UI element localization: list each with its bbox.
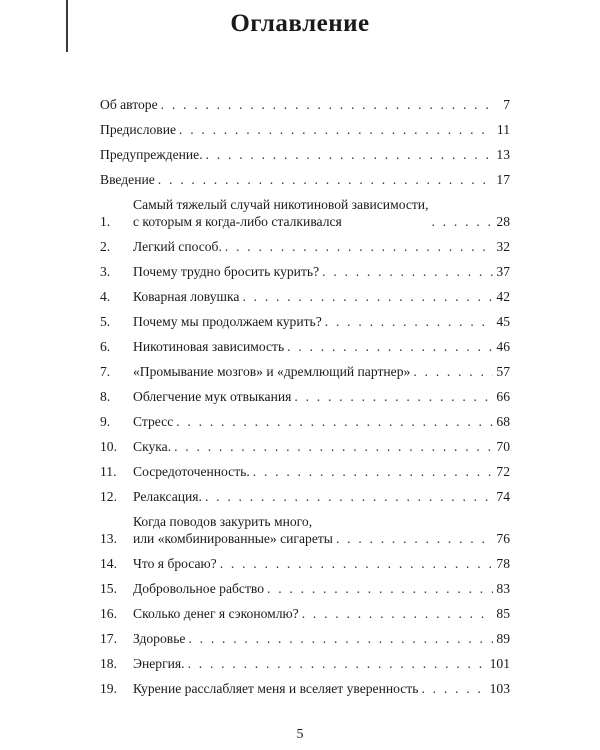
- toc-entry-label-wrap: [133, 513, 333, 547]
- chapter-number: 6.: [100, 339, 111, 354]
- chapter-title-line: с которым я когда-либо сталкивался: [133, 214, 342, 229]
- dot-leader: [188, 655, 487, 672]
- dot-leader: [322, 263, 493, 280]
- chapter-title-line: Здоровье: [133, 631, 186, 646]
- dot-leader: [421, 680, 486, 697]
- toc-entry-page: 46: [496, 339, 510, 354]
- toc-entry-page: 42: [496, 289, 510, 304]
- toc-entry-label: Предисловие: [100, 122, 177, 137]
- toc-entry-label-wrap: [133, 655, 185, 672]
- chapter-number: 7.: [100, 364, 111, 379]
- chapter-title-line: Курение расслабляет меня и вселяет уверенность: [133, 681, 419, 696]
- toc-chapter-entry: [100, 438, 510, 455]
- chapter-title-line: или «комбинированные» сигареты: [133, 531, 333, 546]
- toc-entry-body: [133, 313, 510, 330]
- dot-leader: [267, 580, 493, 597]
- toc-entry-page: 37: [496, 264, 510, 279]
- dot-leader: [225, 238, 493, 255]
- toc-entry-body: [100, 146, 510, 163]
- toc-entry-page: 45: [496, 314, 510, 329]
- toc-entry-body: [100, 96, 510, 113]
- toc-entry-label: Введение: [100, 172, 155, 187]
- toc-entry-page: 78: [496, 556, 510, 571]
- chapter-title-line: Коварная ловушка: [133, 289, 240, 304]
- dot-leader: [413, 363, 493, 380]
- toc-entry-label-wrap: [133, 438, 171, 455]
- toc-entry-body: [133, 263, 510, 280]
- toc-entry-body: [133, 413, 510, 430]
- toc-chapter-entry: [100, 463, 510, 480]
- toc-entry-label-wrap: [133, 238, 222, 255]
- toc-entry: [100, 146, 510, 163]
- chapter-number: 13.: [100, 531, 117, 546]
- chapter-number: 4.: [100, 289, 111, 304]
- dot-leader: [336, 530, 493, 547]
- toc-chapter-entry: [100, 363, 510, 380]
- dot-leader: [205, 488, 493, 505]
- chapter-number: 14.: [100, 556, 117, 571]
- chapter-title-line: Скука.: [133, 439, 172, 454]
- toc-entry-page: 74: [496, 489, 510, 504]
- chapter-title-line: Сосредоточенность.: [133, 464, 250, 479]
- chapter-title-line: Никотиновая зависимость: [133, 339, 285, 354]
- toc-entry-label-wrap: [133, 413, 173, 430]
- toc-entry-page: 7: [503, 97, 510, 112]
- toc-entry-label-wrap: [100, 146, 203, 163]
- toc-entry: [100, 96, 510, 113]
- toc-entry-page: 32: [496, 239, 510, 254]
- toc-entry-page: 28: [496, 214, 510, 229]
- toc-chapter-entry: [100, 413, 510, 430]
- toc-entry-body: [100, 171, 510, 188]
- toc-entry-page: 76: [496, 531, 510, 546]
- chapter-title-line: Добровольное рабство: [133, 581, 265, 596]
- toc-entry-body: [133, 196, 510, 230]
- dot-leader: [174, 438, 493, 455]
- dot-leader: [253, 463, 493, 480]
- toc-entry-page: 57: [496, 364, 510, 379]
- toc-chapter-entry: [100, 288, 510, 305]
- toc-chapter-entry: [100, 605, 510, 622]
- chapter-number: 11.: [100, 464, 117, 479]
- chapter-title-line: Энергия.: [133, 656, 185, 671]
- toc-chapter-entry: [100, 263, 510, 280]
- dot-leader: [325, 313, 493, 330]
- toc-entry-body: [133, 488, 510, 505]
- toc-entry-body: [133, 655, 510, 672]
- toc-entry-body: [133, 438, 510, 455]
- dot-leader: [294, 388, 493, 405]
- toc-chapter-entry: [100, 238, 510, 255]
- toc-entry-page: 68: [496, 414, 510, 429]
- chapter-title-line: Почему мы продолжаем курить?: [133, 314, 322, 329]
- toc-chapter-entry: [100, 338, 510, 355]
- toc-chapter-entry: [100, 196, 510, 230]
- toc-entry: [100, 121, 510, 138]
- chapter-number: 16.: [100, 606, 117, 621]
- toc-entry-body: [133, 363, 510, 380]
- toc-entry-body: [133, 580, 510, 597]
- chapter-number: 17.: [100, 631, 117, 646]
- toc-entry-label: Предупреждение.: [100, 147, 203, 162]
- toc-entry-body: [133, 630, 510, 647]
- toc-entry-page: 101: [489, 656, 510, 671]
- toc-entry-body: [133, 388, 510, 405]
- toc-entry-label-wrap: [133, 555, 217, 572]
- chapter-number: 12.: [100, 489, 117, 504]
- toc-entry-body: [133, 288, 510, 305]
- chapter-number: 5.: [100, 314, 111, 329]
- dot-leader: [188, 630, 493, 647]
- chapter-number: 18.: [100, 656, 117, 671]
- toc-entry-label-wrap: [133, 680, 418, 697]
- toc-entry: [100, 171, 510, 188]
- toc-entry-page: 85: [496, 606, 510, 621]
- toc-chapter-entry: [100, 655, 510, 672]
- toc-entry-body: [133, 463, 510, 480]
- toc-entry-page: 89: [496, 631, 510, 646]
- toc-chapter-entry: [100, 488, 510, 505]
- chapter-number: 15.: [100, 581, 117, 596]
- toc-chapter-entry: [100, 313, 510, 330]
- chapter-title-line: Облегчение мук отвыкания: [133, 389, 292, 404]
- chapter-title-line: Легкий способ.: [133, 239, 222, 254]
- toc-entry-label-wrap: [100, 96, 158, 113]
- dot-leader: [158, 171, 493, 188]
- dot-leader: [206, 146, 493, 163]
- page-number: 5: [296, 727, 304, 742]
- toc-entry-page: 72: [496, 464, 510, 479]
- dot-leader: [431, 213, 493, 230]
- dot-leader: [220, 555, 493, 572]
- page-title: Оглавление: [230, 10, 370, 37]
- chapter-title-line: Сколько денег я сэкономлю?: [133, 606, 299, 621]
- toc-entry-body: [133, 238, 510, 255]
- chapter-number: 8.: [100, 389, 111, 404]
- chapter-title-line: Когда поводов закурить много,: [133, 514, 313, 529]
- dot-leader: [179, 121, 493, 138]
- toc-entry-body: [133, 338, 510, 355]
- toc-entry-label-wrap: [133, 196, 428, 230]
- toc-chapter-entry: [100, 580, 510, 597]
- toc-entry-page: 17: [496, 172, 510, 187]
- toc-chapter-entry: [100, 680, 510, 697]
- toc-entry-label-wrap: [133, 605, 299, 622]
- chapter-number: 2.: [100, 239, 111, 254]
- chapter-number: 3.: [100, 264, 111, 279]
- toc-entry-page: 83: [496, 581, 510, 596]
- toc-entry-label-wrap: [133, 288, 239, 305]
- toc-entry-body: [133, 513, 510, 547]
- toc-chapter-entry: [100, 630, 510, 647]
- table-of-contents: [100, 96, 510, 705]
- toc-chapter-entry: [100, 388, 510, 405]
- chapter-title-line: Почему трудно бросить курить?: [133, 264, 320, 279]
- dot-leader: [302, 605, 493, 622]
- dot-leader: [176, 413, 493, 430]
- toc-entry-body: [100, 121, 510, 138]
- front-matter-list: [100, 96, 510, 188]
- chapter-title-line: Стресс: [133, 414, 174, 429]
- toc-entry-label-wrap: [133, 338, 284, 355]
- dot-leader: [287, 338, 493, 355]
- toc-entry-label: Об авторе: [100, 97, 158, 112]
- toc-entry-label-wrap: [133, 388, 291, 405]
- chapter-number: 1.: [100, 214, 111, 229]
- toc-entry-page: 103: [489, 681, 510, 696]
- toc-entry-body: [133, 605, 510, 622]
- toc-entry-label-wrap: [133, 488, 202, 505]
- chapter-title-line: Самый тяжелый случай никотиновой зависимости,: [133, 197, 429, 212]
- chapter-title-line: «Промывание мозгов» и «дремлющий партнер»: [133, 364, 411, 379]
- toc-entry-label-wrap: [133, 580, 264, 597]
- toc-entry-label-wrap: [133, 313, 322, 330]
- chapter-list: [100, 196, 510, 697]
- toc-entry-label-wrap: [133, 630, 185, 647]
- toc-entry-body: [133, 680, 510, 697]
- chapter-number: 10.: [100, 439, 117, 454]
- chapter-number: 19.: [100, 681, 117, 696]
- toc-entry-label-wrap: [133, 363, 410, 380]
- dot-leader: [161, 96, 493, 113]
- toc-entry-label-wrap: [133, 263, 319, 280]
- toc-entry-page: 11: [496, 122, 510, 137]
- chapter-title-line: Релаксация.: [133, 489, 202, 504]
- toc-entry-page: 66: [496, 389, 510, 404]
- toc-entry-label-wrap: [100, 171, 155, 188]
- dot-leader: [242, 288, 493, 305]
- toc-entry-label-wrap: [133, 463, 250, 480]
- toc-entry-body: [133, 555, 510, 572]
- toc-chapter-entry: [100, 555, 510, 572]
- toc-entry-page: 70: [496, 439, 510, 454]
- toc-entry-label-wrap: [100, 121, 176, 138]
- toc-entry-page: 13: [496, 147, 510, 162]
- chapter-title-line: Что я бросаю?: [133, 556, 217, 571]
- toc-chapter-entry: [100, 513, 510, 547]
- chapter-number: 9.: [100, 414, 111, 429]
